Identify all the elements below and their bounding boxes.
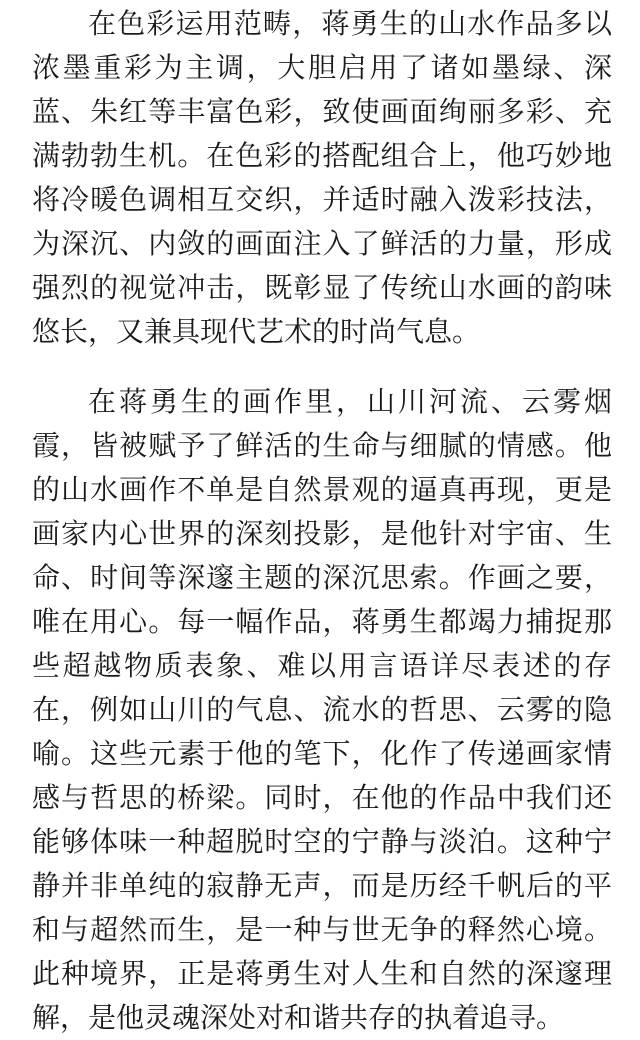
paragraph-line: 满勃勃生机。在色彩的搭配组合上，他巧妙地	[32, 139, 612, 172]
paragraph-line: 蓝、朱红等丰富色彩，致使画面绚丽多彩、充	[32, 95, 612, 128]
paragraph-line: 些超越物质表象、难以用言语详尽表述的存	[32, 649, 612, 682]
paragraph-line: 静并非单纯的寂静无声，而是历经千帆后的平	[32, 869, 612, 902]
paragraph-line: 解，是他灵魂深处对和谐共存的执着追寻。	[32, 1001, 565, 1034]
paragraph-line: 的山水画作不单是自然景观的逼真再现，更是	[32, 473, 612, 506]
paragraph-line: 为深沉、内敛的画面注入了鲜活的力量，形成	[32, 227, 612, 260]
paragraph-line: 此种境界，正是蒋勇生对人生和自然的深邃理	[32, 957, 612, 990]
paragraph-line: 浓墨重彩为主调，大胆启用了诸如墨绿、深	[32, 51, 612, 84]
paragraph-line: 喻。这些元素于他的笔下，化作了传递画家情	[32, 737, 612, 770]
paragraph-line: 和与超然而生，是一种与世无争的释然心境。	[32, 913, 612, 946]
paragraph-line: 唯在用心。每一幅作品，蒋勇生都竭力捕捉那	[32, 605, 612, 638]
paragraph-line: 能够体味一种超脱时空的宁静与淡泊。这种宁	[32, 825, 612, 858]
paragraph-line: 命、时间等深邃主题的深沉思索。作画之要，	[32, 561, 612, 594]
paragraph-inner-world	[32, 380, 612, 1040]
paragraph-line: 将冷暖色调相互交织，并适时融入泼彩技法，	[32, 183, 612, 216]
paragraph-gap	[32, 354, 612, 380]
paragraph-line: 悠长，又兼具现代艺术的时尚气息。	[32, 315, 481, 348]
paragraph-color-usage	[32, 2, 612, 354]
paragraph-line: 在，例如山川的气息、流水的哲思、云雾的隐	[32, 693, 612, 726]
paragraph-line: 在蒋勇生的画作里，山川河流、云雾烟	[88, 385, 612, 418]
paragraph-line: 强烈的视觉冲击，既彰显了传统山水画的韵味	[32, 271, 612, 304]
paragraph-line: 霞，皆被赋予了鲜活的生命与细腻的情感。他	[32, 429, 612, 462]
paragraph-line: 感与哲思的桥梁。同时，在他的作品中我们还	[32, 781, 612, 814]
paragraph-line: 在色彩运用范畴，蒋勇生的山水作品多以	[88, 7, 612, 40]
paragraph-line: 画家内心世界的深刻投影，是他针对宇宙、生	[32, 517, 612, 550]
